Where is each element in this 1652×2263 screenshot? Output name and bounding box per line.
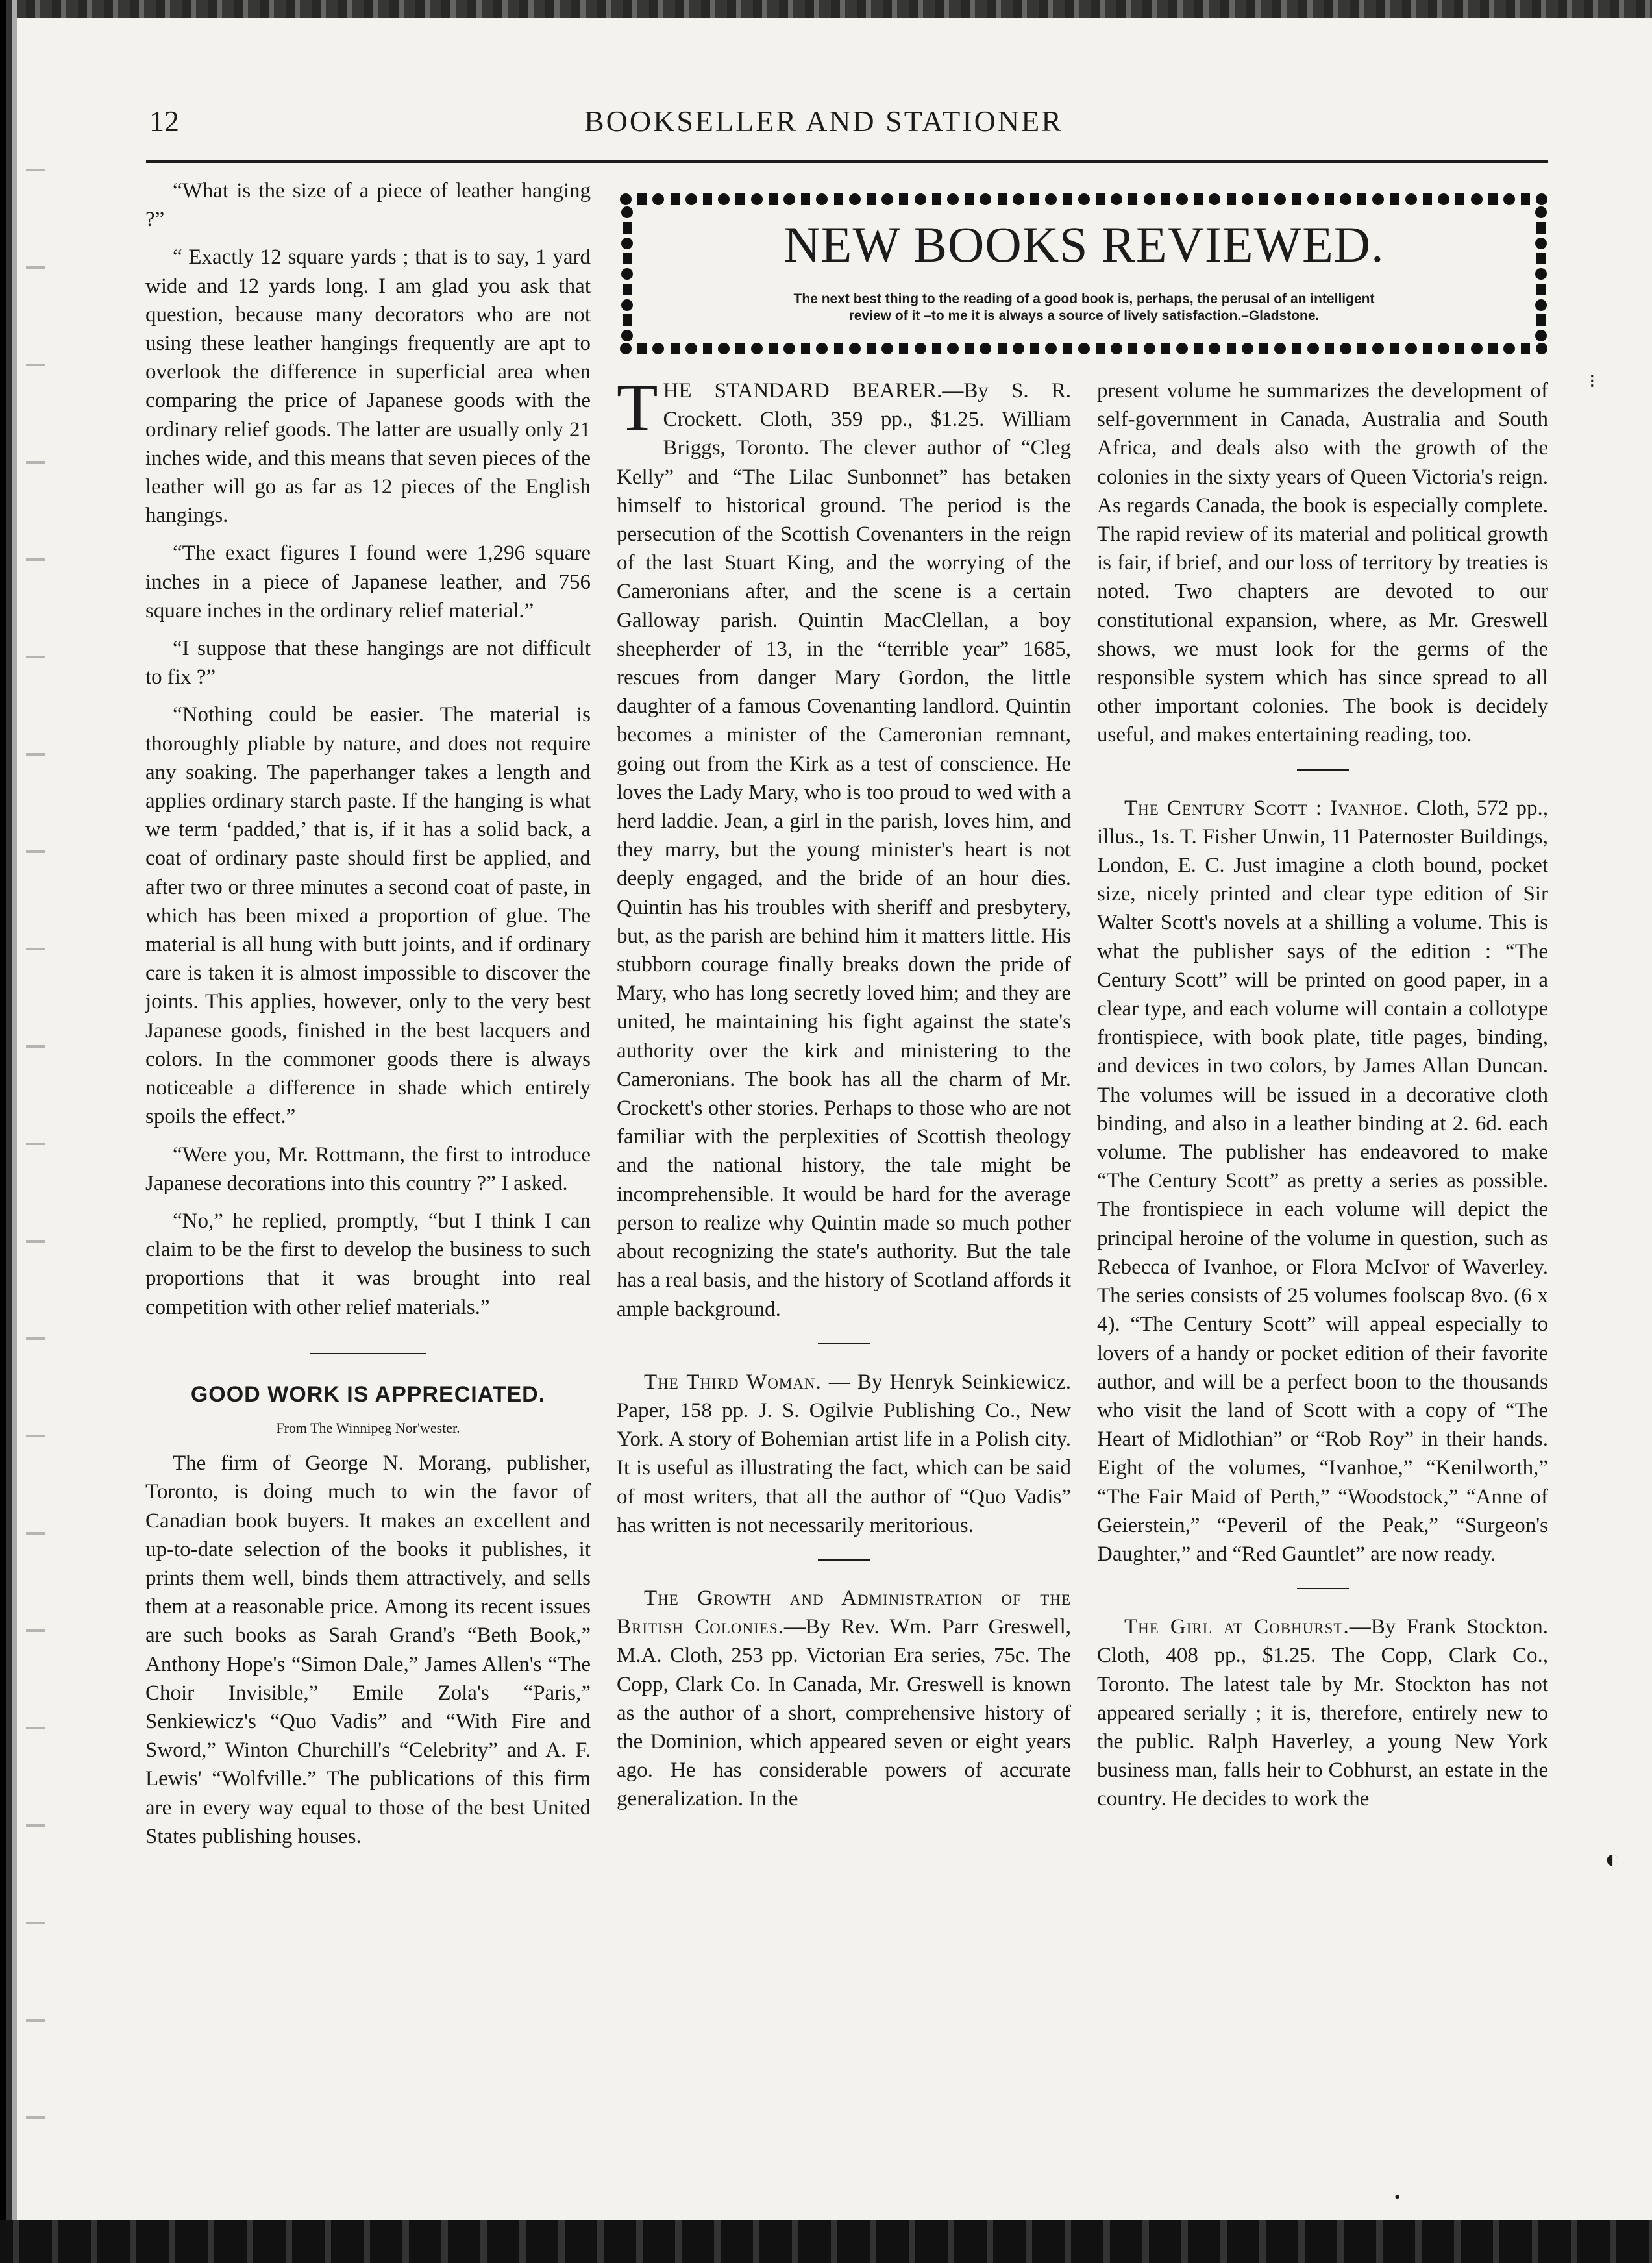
- ornament-glyph: [1325, 343, 1334, 354]
- review-divider: [1297, 769, 1349, 771]
- banner-border-right: [1534, 206, 1548, 341]
- ornament-glyph: [751, 193, 763, 205]
- ornament-glyph: [1096, 343, 1105, 354]
- ornament-glyph: [1536, 253, 1546, 264]
- ornament-glyph: [1111, 343, 1122, 354]
- review-girl-at-cobhurst: [1097, 1613, 1548, 1813]
- ornament-glyph: [1045, 193, 1057, 205]
- ornament-glyph: [652, 343, 664, 354]
- ornament-glyph: [623, 284, 632, 295]
- banner-border-bottom: [620, 341, 1548, 356]
- paragraph: “What is the size of a piece of leather hanging ?”: [145, 179, 591, 232]
- ornament-glyph: [1161, 343, 1170, 354]
- ornament-glyph: [849, 193, 861, 205]
- ornament-glyph: [1536, 222, 1546, 234]
- ornament-glyph: [652, 193, 664, 205]
- ornament-glyph: [703, 193, 712, 205]
- review-century-scott: [1097, 794, 1548, 1568]
- ornament-glyph: [1372, 343, 1384, 354]
- ornament-glyph: [783, 193, 795, 205]
- ornament-glyph: [1536, 343, 1547, 354]
- ornament-glyph: [932, 343, 941, 354]
- ornament-glyph: [801, 343, 810, 354]
- margin-speck: •: [1394, 2188, 1401, 2207]
- ornament-glyph: [1242, 343, 1253, 354]
- ornament-glyph: [1535, 206, 1547, 218]
- ornament-glyph: [816, 343, 828, 354]
- ornament-glyph: [867, 343, 876, 354]
- ornament-glyph: [685, 343, 697, 354]
- ornament-glyph: [735, 343, 745, 354]
- ornament-glyph: [1390, 193, 1399, 205]
- ornament-glyph: [1063, 343, 1072, 354]
- ornament-glyph: [816, 193, 828, 205]
- scan-spine-noise: [26, 130, 45, 2207]
- ornament-glyph: [623, 253, 632, 264]
- review-divider: [818, 1559, 870, 1561]
- ornament-glyph: [1096, 193, 1105, 205]
- review-text: Cloth, 572 pp., illus., 1s. T. Fisher Unwin, 11 Paternoster Buildings, London, E. C. Just imagine a cloth bound, pocket size, nicely printed and clear type edition of Sir Walter Scott's novels at a shilling a volume. This is what the publisher says of the edition : “The Century Scott” will be printed on good paper, in a clear type, and each volume will contain a collotype frontispiece, with book plate, title pages, binding, and devices in two colors, by James Allan Duncan. The volumes will be issued in a decorative cloth binding, and also in a leather binding at 2. 6d. each volume. The publisher has endeavored to make “The Century Scott” as pretty a series as possible. The frontispiece in each volume will depict the principal heroine of the volume in question, such as Rebecca of Ivanhoe, or Flora McIvor of Waverley. The series consists of 25 volumes foolscap 8vo. (6 x 4). “The Century Scott” will appeal especially to lovers of a handy or pocket edition of their favorite author, and will be a perfect boon to the thousands who visit the land of Scott with a copy of “The Heart of Midlothian” or “Rob Roy” in their hands. Eight of the volumes, “Ivanhoe,” “Kenilworth,” “The Fair Maid of Perth,” “Woodstock,” “Anne of Geierstein,” “Peveril of the Peak,” “Surgeon's Daughter,” and “Red Gauntlet” are now ready.: [1097, 796, 1548, 1566]
- ornament-glyph: [1227, 343, 1236, 354]
- ornament-glyph: [1194, 343, 1203, 354]
- ornament-glyph: [801, 193, 810, 205]
- ornament-glyph: [718, 343, 730, 354]
- ornament-glyph: [1259, 343, 1268, 354]
- ornament-glyph: [1227, 193, 1236, 205]
- header-rule: [146, 160, 1548, 163]
- ornament-glyph: [899, 343, 908, 354]
- banner-title: NEW BOOKS REVIEWED.: [783, 216, 1385, 273]
- ornament-glyph: [623, 314, 632, 326]
- ornament-glyph: [685, 193, 697, 205]
- ornament-glyph: [1438, 343, 1449, 354]
- ornament-glyph: [947, 343, 959, 354]
- ornament-glyph: [1423, 343, 1432, 354]
- ornament-glyph: [998, 193, 1007, 205]
- review-standard-bearer: [617, 370, 1071, 1324]
- ornament-glyph: [621, 330, 633, 341]
- ornament-glyph: [1307, 193, 1319, 205]
- ornament-glyph: [1013, 343, 1024, 354]
- banner-border-top: [620, 192, 1548, 206]
- ornament-glyph: [834, 193, 843, 205]
- ornament-glyph: [915, 193, 926, 205]
- section-credit: From The Winnipeg Nor'wester.: [276, 1419, 460, 1436]
- ornament-glyph: [621, 238, 633, 249]
- ornament-glyph: [1194, 193, 1203, 205]
- ornament-glyph: [1144, 343, 1155, 354]
- review-third-woman: [617, 1368, 1071, 1540]
- ornament-glyph: [1128, 193, 1137, 205]
- section-title: GOOD WORK IS APPRECIATED.: [190, 1381, 546, 1407]
- ornament-glyph: [1536, 284, 1546, 295]
- ornament-glyph: [899, 193, 908, 205]
- review-title: The Third Woman.: [644, 1370, 822, 1394]
- ornament-glyph: [1078, 193, 1090, 205]
- ornament-glyph: [1536, 193, 1547, 205]
- ornament-glyph: [965, 343, 974, 354]
- ornament-glyph: [1535, 238, 1547, 249]
- section-divider: [310, 1353, 426, 1354]
- ornament-glyph: [1259, 193, 1268, 205]
- ornament-glyph: [1013, 193, 1024, 205]
- ornament-glyph: [1535, 330, 1547, 341]
- ornament-glyph: [735, 193, 745, 205]
- review-divider: [1297, 1588, 1349, 1589]
- ornament-glyph: [867, 193, 876, 205]
- ornament-glyph: [623, 222, 632, 234]
- ornament-glyph: [1128, 343, 1137, 354]
- left-column: [145, 177, 591, 1860]
- ornament-glyph: [1471, 193, 1483, 205]
- ornament-glyph: [1111, 193, 1122, 205]
- review-text: —By S. R. Crockett. Cloth, 359 pp., $1.25. William Briggs, Toronto. The clever author of “Cleg Kelly” and “The Lilac Sunbonnet” has betaken himself to historical ground. The period is the persecution of the Scottish Covenanters in the reign of the last Stuart King, and the worrying of the Cameronians after, and the scene is a certain Galloway parish. Quintin MacClellan, a boy sheepherder of 13, in the “terrible year” 1685, rescues from danger Mary Gordon, the little daughter of a famous Covenanting landlord. Quintin becomes a minister of the Cameronian remnant, going out from the Kirk as a test of conscience. He loves the Lady Mary, who is too proud to wed with a herd laddie. Jean, a girl in the parish, loves him, and they marry, but the young minister's heart is not deeply engaged, and the bride of an hour dies. Quintin has his troubles with sheriff and presbytery, but, as the parish are behind him it matters little. His stubborn courage finally breaks down the pride of Mary, who has long secretly loved him; and they are united, he maintaining his fight against the state's authority over the kirk and ministering to the Cameronians. The book has all the charm of Mr. Crockett's other stories. Perhaps to those who are not familiar with the perplexities of Scottish theology and the national history, the tale might be incomprehensible. It would be hard for the average person to realize why Quintin made so much pother about recognizing the state's authority. But the tale has a real basis, and the history of Scotland affords it ample background.: [617, 379, 1071, 1321]
- review-title: The Girl at Cobhurst.: [1124, 1615, 1350, 1639]
- ornament-glyph: [1274, 343, 1286, 354]
- review-british-colonies: [617, 1584, 1071, 1814]
- ornament-glyph: [1390, 343, 1399, 354]
- ornament-glyph: [1535, 268, 1547, 280]
- page-number: 12: [149, 105, 179, 138]
- review-title: HE STANDARD BEARER.: [663, 379, 943, 402]
- scan-edge-left: [0, 0, 26, 2263]
- ornament-glyph: [1372, 193, 1384, 205]
- ornament-glyph: [947, 193, 959, 205]
- ornament-glyph: [881, 193, 893, 205]
- ornament-glyph: [1209, 193, 1220, 205]
- ornament-glyph: [1455, 193, 1464, 205]
- ornament-glyph: [1438, 193, 1449, 205]
- ornament-glyph: [1045, 343, 1057, 354]
- ornament-glyph: [1307, 343, 1319, 354]
- paragraph: “Were you, Mr. Rottmann, the first to introduce Japanese decorations into this country ?” I asked.: [145, 1143, 591, 1195]
- review-text: —By Frank Stockton. Cloth, 408 pp., $1.25. The Copp, Clark Co., Toronto. The latest tale by Mr. Stockton has not appeared serially ; it is, therefore, entirely new to the public. Ralph Haverley, a young New York business man, falls heir to Cobhurst, an estate in the country. He decides to work the: [1097, 1615, 1548, 1811]
- ornament-glyph: [1357, 343, 1366, 354]
- ornament-glyph: [1176, 193, 1188, 205]
- ornament-glyph: [1176, 343, 1188, 354]
- paragraph: “Nothing could be easier. The material is thoroughly pliable by nature, and does not require any soaking. The paperhanger takes a length and applies ordinary starch paste. If the hanging is what we term ‘padded,’ that is, if it has a solid back, a coat of ordinary paste should first be applied, and after two or three minutes a second coat of paste, in which has been mixed a proportion of glue. The material is all hung with butt joints, and if ordinary care is taken it is almost impossible to discover the joints. This applies, however, only to the very best Japanese goods, finished in the best lacquers and colors. In the commoner goods there is always noticeable a difference in shade which entirely spoils the effect.”: [145, 703, 591, 1129]
- ornament-glyph: [1471, 343, 1483, 354]
- ornament-glyph: [621, 299, 633, 311]
- ornament-glyph: [1078, 343, 1090, 354]
- ornament-glyph: [1242, 193, 1253, 205]
- ornament-glyph: [1423, 193, 1432, 205]
- ornament-glyph: [1063, 193, 1072, 205]
- ornament-glyph: [1488, 343, 1498, 354]
- ornament-glyph: [1161, 193, 1170, 205]
- ornament-glyph: [1535, 299, 1547, 311]
- review-text: — By Henryk Seinkiewicz. Paper, 158 pp. J. S. Ogilvie Publishing Co., New York. A story of Bohemian artist life in a Polish city. It is useful as illustrating the fact, which can be said of most writers, that all the author of “Quo Vadis” has written is not necessarily meritorious.: [617, 1370, 1071, 1537]
- review-text: —By Rev. Wm. Parr Greswell, M.A. Cloth, 253 pp. Victorian Era series, 75c. The Copp, Clark Co. In Canada, Mr. Greswell is known as the author of a short, comprehensive history of the Dominion, which appeared seven or eight years ago. He has considerable powers of accurate generalization. In the: [617, 1615, 1071, 1811]
- ornament-glyph: [620, 343, 632, 354]
- ornament-glyph: [620, 193, 632, 205]
- ornament-glyph: [1340, 193, 1351, 205]
- margin-speck: ⁝: [1589, 371, 1596, 392]
- ornament-glyph: [998, 343, 1007, 354]
- ornament-glyph: [703, 343, 712, 354]
- ornament-glyph: [718, 193, 730, 205]
- new-books-banner: [620, 192, 1548, 356]
- review-title: The Growth and Administration of the British Colonies.: [617, 1586, 1071, 1639]
- ornament-glyph: [980, 343, 991, 354]
- ornament-glyph: [783, 343, 795, 354]
- ornament-glyph: [1521, 193, 1530, 205]
- scan-edge-bottom: [0, 2220, 1652, 2263]
- review-divider: [818, 1343, 870, 1344]
- ornament-glyph: [621, 268, 633, 280]
- ornament-glyph: [1274, 193, 1286, 205]
- ornament-glyph: [1209, 343, 1220, 354]
- ornament-glyph: [965, 193, 974, 205]
- ornament-glyph: [1503, 193, 1515, 205]
- ornament-glyph: [834, 343, 843, 354]
- ornament-glyph: [980, 193, 991, 205]
- ornament-glyph: [849, 343, 861, 354]
- banner-quote-line: The next best thing to the reading of a good book is, perhaps, the perusal of an intelligent: [793, 291, 1375, 306]
- ornament-glyph: [1357, 193, 1366, 205]
- ornament-glyph: [1521, 343, 1530, 354]
- ornament-glyph: [1325, 193, 1334, 205]
- review-title: The Century Scott : Ivanhoe.: [1124, 796, 1409, 820]
- ornament-glyph: [1536, 314, 1546, 326]
- banner-quote: [659, 291, 1509, 325]
- paragraph: “No,” he replied, promptly, “but I think I can claim to be the first to develop the business to such proportions that it was brought into real competition with other relief materials.”: [145, 1209, 591, 1319]
- right-column: [1097, 377, 1548, 1823]
- margin-speck: ◐: [1605, 1844, 1621, 1873]
- ornament-glyph: [881, 343, 893, 354]
- review-continuation: present volume he summarizes the development of self-government in Canada, Australia and South Africa, and deals also with the growth of the colonies in the sixty years of Queen Victoria's reign. As regards Canada, the book is especially complete. The rapid review of its material and political growth is fair, if brief, and our loss of territory by treaties is noted. Two chapters are devoted to our constitutional expansion, where, as Mr. Greswell shows, we must look for the germs of the responsible system which has since spread to all other important colonies. The book is decidely useful, and makes entertaining reading, too.: [1097, 379, 1548, 747]
- ornament-glyph: [1405, 193, 1417, 205]
- ornament-glyph: [621, 206, 633, 218]
- ornament-glyph: [637, 193, 647, 205]
- ornament-glyph: [1292, 343, 1301, 354]
- ornament-glyph: [671, 343, 680, 354]
- running-title: BOOKSELLER AND STATIONER: [584, 105, 1063, 138]
- drop-cap: T: [617, 370, 658, 445]
- ornament-glyph: [637, 343, 647, 354]
- ornament-glyph: [1503, 343, 1515, 354]
- paragraph: “I suppose that these hangings are not difficult to fix ?”: [145, 637, 591, 689]
- ornament-glyph: [1405, 343, 1417, 354]
- ornament-glyph: [915, 343, 926, 354]
- ornament-glyph: [769, 343, 778, 354]
- banner-quote-line: review of it –to me it is always a source of lively satisfaction.–Gladstone.: [848, 308, 1320, 323]
- ornament-glyph: [751, 343, 763, 354]
- ornament-glyph: [1455, 343, 1464, 354]
- ornament-glyph: [671, 193, 680, 205]
- paragraph: “The exact figures I found were 1,296 square inches in a piece of Japanese leather, and 756 square inches in the ordinary relief material.”: [145, 541, 591, 623]
- paragraph: The firm of George N. Morang, publisher, Toronto, is doing much to win the favor of Canadian book buyers. It makes an excellent and up-to-date selection of the books it publishes, it prints them well, binds them attractively, and sells them at a reasonable price. Among its recent issues are such books as Sarah Grand's “Beth Book,” Anthony Hope's “Simon Dale,” James Allen's “The Choir Invisible,” Emile Zola's “Paris,” Senkiewicz's “Quo Vadis” and “With Fire and Sword,” Winton Churchill's “Celebrity” and A. F. Lewis' “Wolfville.” The publications of this firm are in every way equal to those of the best United States publishing houses.: [145, 1452, 591, 1848]
- ornament-glyph: [932, 193, 941, 205]
- scan-edge-top: [0, 0, 1652, 18]
- ornament-glyph: [1292, 193, 1301, 205]
- paragraph: “ Exactly 12 square yards ; that is to say, 1 yard wide and 12 yards long. I am glad you ask that question, because many decorators who are not using these leather hangings frequently are apt to overlook the difference in superficial area when comparing the price of Japanese goods with the ordinary relief goods. The latter are usually only 21 inches wide, and this means that seven pieces of the leather will go as far as 12 pieces of the English hangings.: [145, 245, 591, 528]
- ornament-glyph: [769, 193, 778, 205]
- ornament-glyph: [1488, 193, 1498, 205]
- ornament-glyph: [1030, 193, 1039, 205]
- ornament-glyph: [1030, 343, 1039, 354]
- ornament-glyph: [1144, 193, 1155, 205]
- ornament-glyph: [1340, 343, 1351, 354]
- middle-column: [617, 370, 1071, 1823]
- banner-border-left: [620, 206, 634, 341]
